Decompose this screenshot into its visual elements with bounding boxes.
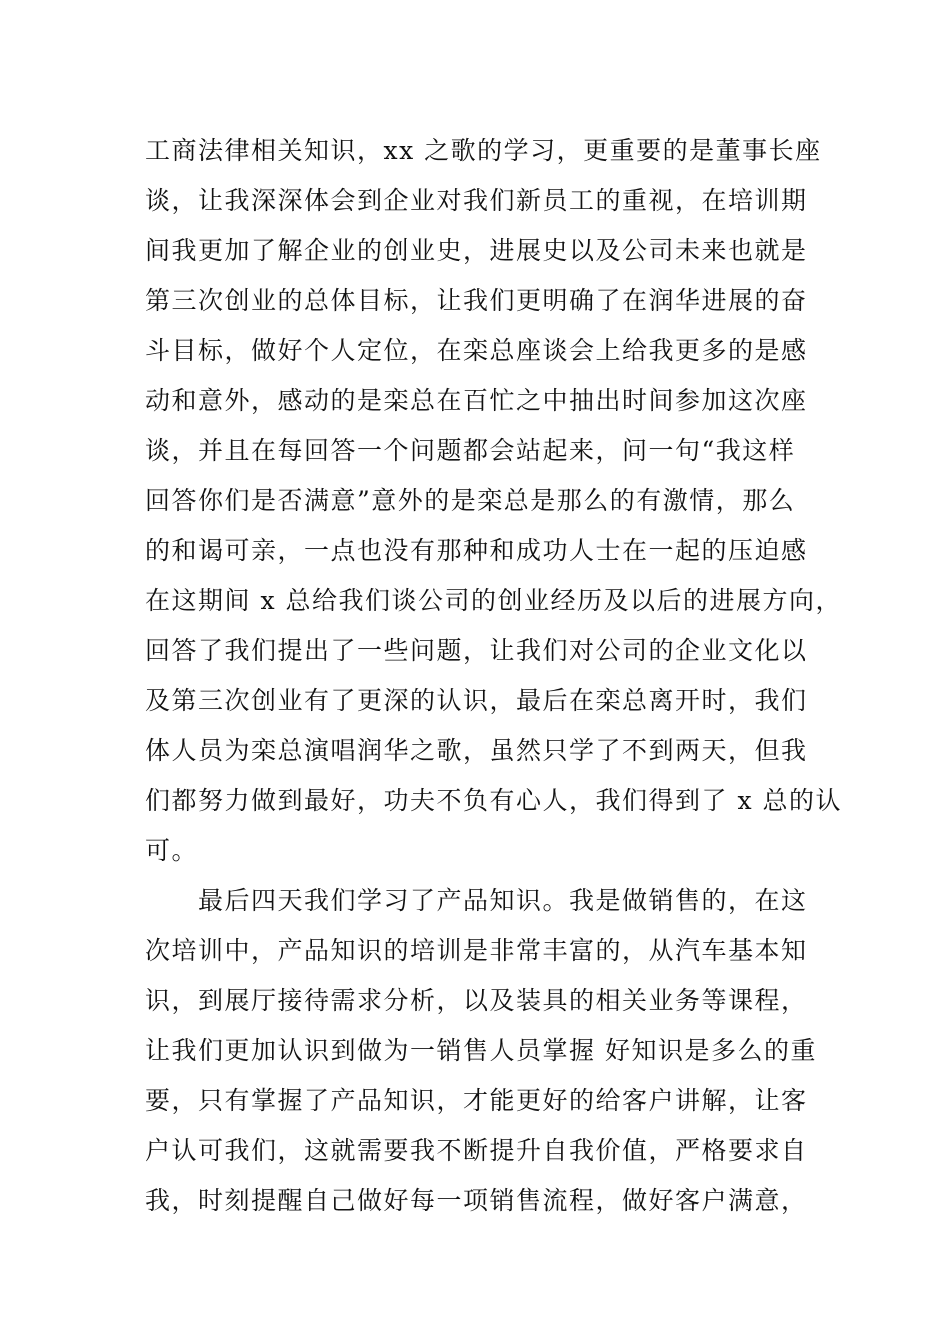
text-line: 回答你们是否满意”意外的是栾总是那么的有激情，那么 [145,486,796,515]
text-line: 斗目标，做好个人定位，在栾总座谈会上给我更多的是感 [145,336,808,365]
text-line: 我，时刻提醒自己做好每一项销售流程，做好客户满意， [145,1186,808,1215]
text-line: 回答了我们提出了一些问题，让我们对公司的企业文化以 [145,636,808,665]
text-line: 第三次创业的总体目标，让我们更明确了在润华进展的奋 [145,286,808,315]
text-line: 最后四天我们学习了产品知识。我是做销售的，在这 [145,886,808,915]
text-line: 的和谒可亲，一点也没有那种和成功人士在一起的压迫感 [145,536,808,565]
text-line: 们都努力做到最好，功夫不负有心人，我们得到了 x 总的认 [145,786,842,815]
text-line: 及第三次创业有了更深的认识，最后在栾总离开时，我们 [145,686,808,715]
text-line: 让我们更加认识到做为一销售人员掌握 好知识是多么的重 [145,1036,817,1065]
text-line: 动和意外，感动的是栾总在百忙之中抽出时间参加这次座 [145,386,808,415]
document-body [145,126,842,1226]
text-line: 在这期间 x 总给我们谈公司的创业经历及以后的进展方向， [145,586,842,615]
text-line: 要，只有掌握了产品知识，才能更好的给客户讲解，让客 [145,1086,808,1115]
text-line: 识，到展厅接待需求分析，以及装具的相关业务等课程， [145,986,808,1015]
text-line: 谈，并且在每回答一个问题都会站起来，问一句“我这样 [145,436,796,465]
text-line: 谈，让我深深体会到企业对我们新员工的重视，在培训期 [145,186,808,215]
paragraph-1 [145,126,842,876]
text-line: 次培训中，产品知识的培训是非常丰富的，从汽车基本知 [145,936,808,965]
text-line: 工商法律相关知识，xx 之歌的学习，更重要的是董事长座 [145,136,822,165]
text-line: 体人员为栾总演唱润华之歌，虽然只学了不到两天，但我 [145,736,808,765]
text-line: 可。 [145,836,199,865]
text-line: 间我更加了解企业的创业史，进展史以及公司未来也就是 [145,236,808,265]
text-line: 户认可我们，这就需要我不断提升自我价值，严格要求自 [145,1136,808,1165]
paragraph-2 [145,876,817,1226]
